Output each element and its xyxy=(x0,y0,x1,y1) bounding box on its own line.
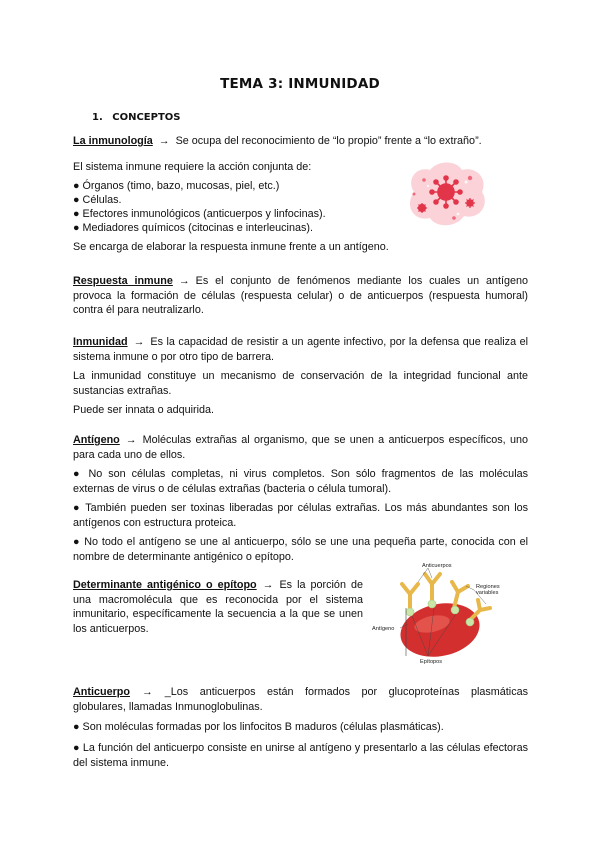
term-inmunologia: La inmunología xyxy=(73,135,153,147)
section-heading xyxy=(92,112,180,123)
term-antigeno: Antígeno xyxy=(73,434,120,446)
arrow-icon: → xyxy=(178,275,190,287)
section-number: 1. xyxy=(92,112,103,123)
label-antigeno: Antígeno xyxy=(372,626,395,632)
section-title: CONCEPTOS xyxy=(112,112,181,123)
inmunologia-intro: El sistema inmune requiere la acción conjunta de: xyxy=(73,161,312,173)
respuesta-text: Es el conjunto de fenómenos mediante los cuales un antígeno provoca la formación de células (respuesta celular) o de anticuerpos (respuesta humoral) contra él para neutralizarlo. xyxy=(73,275,529,316)
arrow-icon: → xyxy=(262,579,274,591)
page-title: TEMA 3: INMUNIDAD xyxy=(220,76,380,92)
term-anticuerpo: Anticuerpo xyxy=(73,686,130,698)
antigeno-bullet: ● También pueden ser toxinas liberadas por células extrañas. Los más abundantes son los antígenos con estructura proteica. xyxy=(73,502,528,529)
inmunologia-item: ● Órganos (timo, bazo, mucosas, piel, etc.) xyxy=(73,180,280,192)
anticuerpo-text: _Los anticuerpos están formados por glucoproteínas plasmáticas globulares, llamadas Inmunoglobulinas. xyxy=(73,686,528,713)
term-determinante: Determinante antigénico o epítopo xyxy=(73,579,257,591)
inmunologia-text: Se ocupa del reconocimiento de “lo propio” frente a “lo extraño”. xyxy=(175,135,482,147)
antigen-antibody-diagram xyxy=(370,560,510,666)
antigeno-bullet: ● No son células completas, ni virus completos. Son sólo fragmentos de las moléculas externas de virus o de células extrañas (bacteria o célula tumoral). xyxy=(73,468,528,495)
virus-illustration xyxy=(400,158,492,230)
anticuerpo-bullet: ● La función del anticuerpo consiste en unirse al antígeno y presentarlo a las células efectoras del sistema inmune. xyxy=(73,742,528,769)
inmunidad-paragraph: La inmunidad constituye un mecanismo de conservación de la integridad funcional ante sustancias extrañas. xyxy=(73,370,528,397)
respuesta-definition xyxy=(73,274,528,318)
label-regiones-l2: variables xyxy=(476,590,499,596)
label-epitopos: Epítopos xyxy=(420,659,443,665)
antigeno-bullet: ● No todo el antígeno se une al anticuerpo, sólo se une una pequeña parte, conocida con el nombre de determinante antigénico o epítopo. xyxy=(73,536,528,563)
determinante-definition xyxy=(73,578,363,636)
inmunologia-definition xyxy=(73,134,543,149)
determinante-text: Es la porción de una macromolécula que es reconocida por el sistema inmunitario, específicamente la secuencia a la que se unen los anticuerpos. xyxy=(73,579,363,635)
inmunidad-definition xyxy=(73,335,528,364)
inmunologia-item: ● Efectores inmunológicos (anticuerpos y linfocinas). xyxy=(73,208,326,220)
arrow-icon: → xyxy=(133,336,145,348)
antigeno-definition xyxy=(73,433,528,462)
anticuerpo-definition xyxy=(73,685,528,714)
anticuerpo-bullet: ● Son moléculas formadas por los linfocitos B maduros (células plasmáticas). xyxy=(73,721,444,733)
term-respuesta-inmune: Respuesta inmune xyxy=(73,275,173,287)
arrow-icon: → xyxy=(158,135,170,147)
inmunidad-paragraph: Puede ser innata o adquirida. xyxy=(73,404,215,416)
label-anticuerpos: Anticuerpos xyxy=(422,563,452,569)
arrow-icon: → xyxy=(125,434,137,446)
inmunidad-text: Es la capacidad de resistir a un agente infectivo, por la defensa que realiza el sistema inmune o por otro tipo de barrera. xyxy=(73,336,528,363)
inmunologia-item: ● Mediadores químicos (citocinas e interleucinas). xyxy=(73,222,313,234)
term-inmunidad: Inmunidad xyxy=(73,336,128,348)
label-regiones-l1: Regiones xyxy=(476,584,500,590)
antigeno-text: Moléculas extrañas al organismo, que se unen a anticuerpos específicos, uno para cada uno de ellos. xyxy=(73,434,528,461)
inmunologia-item: ● Células. xyxy=(73,194,122,206)
arrow-icon: → xyxy=(141,686,153,698)
inmunologia-closing: Se encarga de elaborar la respuesta inmune frente a un antígeno. xyxy=(73,241,389,253)
